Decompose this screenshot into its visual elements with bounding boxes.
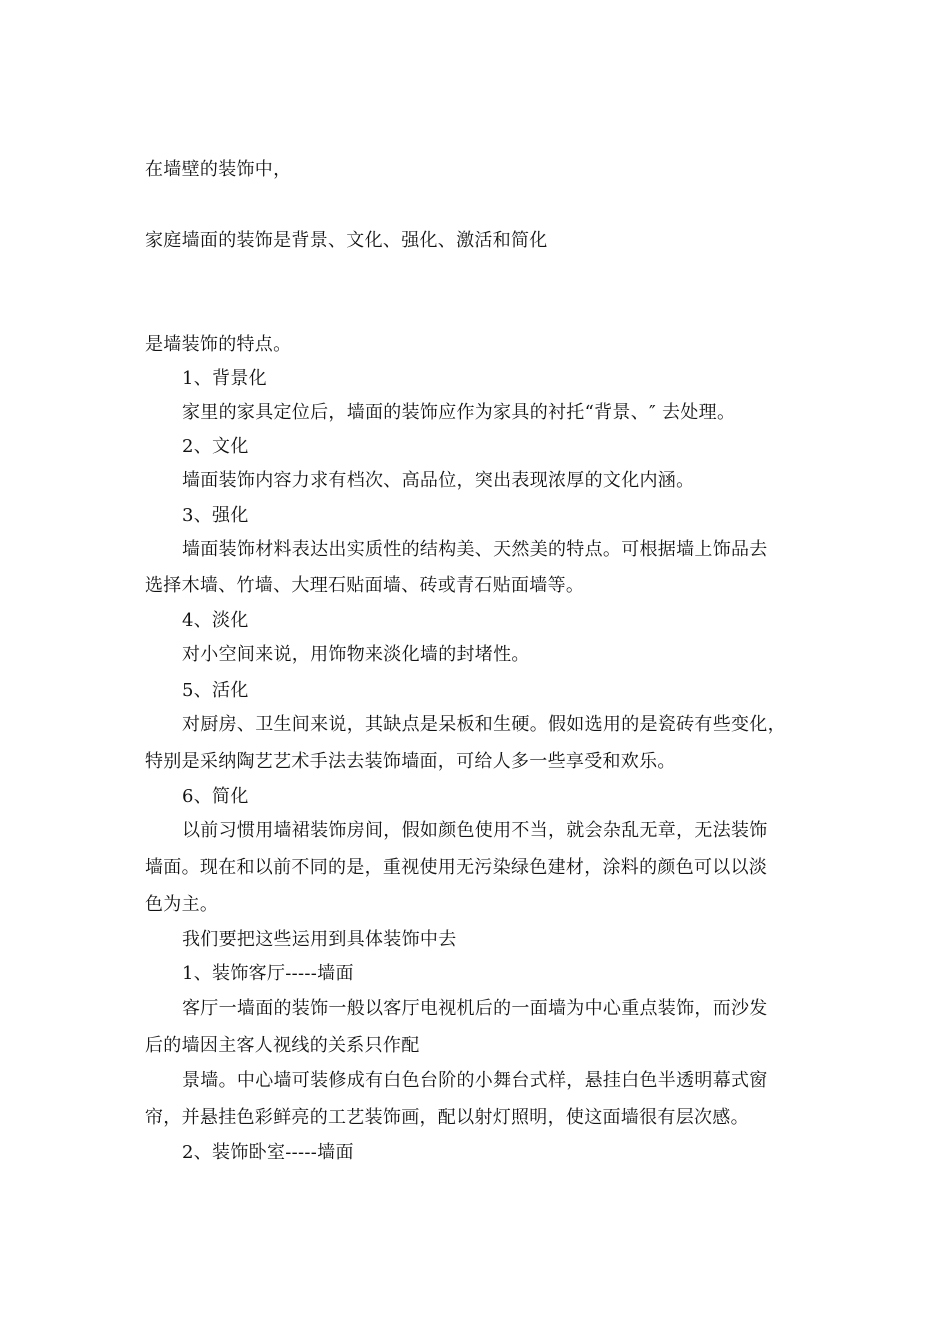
intro-line-1: 在墙壁的装饰中，	[145, 159, 292, 180]
living-room-heading: 1、装饰客厅-----墙面	[182, 963, 354, 984]
feature-6-text-1: 以前习惯用墙裙装饰房间，假如颜色使用不当，就会杂乱无章，无法装饰	[182, 820, 768, 841]
intro-line-2: 家庭墙面的装饰是背景、文化、强化、激活和简化	[145, 230, 548, 251]
feature-5-heading: 5、活化	[182, 680, 249, 701]
living-room-text-3: 景墙。中心墙可装修成有白色台阶的小舞台式样，悬挂白色半透明幕式窗	[182, 1070, 768, 1091]
feature-1-heading: 1、背景化	[182, 368, 267, 389]
feature-6-text-2: 墙面。现在和以前不同的是，重视使用无污染绿色建材，涂料的颜色可以以淡	[145, 857, 768, 878]
feature-3-text-2: 选择木墙、竹墙、大理石贴面墙、砖或青石贴面墙等。	[145, 575, 585, 596]
living-room-text-2: 后的墙因主客人视线的关系只作配	[145, 1035, 420, 1056]
feature-5-text-1: 对厨房、卫生间来说，其缺点是呆板和生硬。假如选用的是瓷砖有些变化，	[182, 714, 786, 735]
feature-6-text-3: 色为主。	[145, 894, 219, 915]
feature-1-text: 家里的家具定位后，墙面的装饰应作为家具的衬托“背景、″ 去处理。	[182, 402, 736, 423]
feature-4-text: 对小空间来说，用饰物来淡化墙的封堵性。	[182, 644, 530, 665]
feature-4-heading: 4、淡化	[182, 610, 249, 631]
intro-line-3: 是墙装饰的特点。	[145, 334, 292, 355]
apply-line: 我们要把这些运用到具体装饰中去	[182, 929, 457, 950]
feature-3-heading: 3、强化	[182, 505, 249, 526]
living-room-text-1: 客厅一墙面的装饰一般以客厅电视机后的一面墙为中心重点装饰，而沙发	[182, 998, 768, 1019]
feature-3-text-1: 墙面装饰材料表达出实质性的结构美、天然美的特点。可根据墙上饰品去	[182, 539, 768, 560]
feature-5-text-2: 特别是采纳陶艺艺术手法去装饰墙面，可给人多一些享受和欢乐。	[145, 751, 676, 772]
feature-2-text: 墙面装饰内容力求有档次、高品位，突出表现浓厚的文化内涵。	[182, 470, 695, 491]
feature-2-heading: 2、文化	[182, 436, 249, 457]
feature-6-heading: 6、简化	[182, 786, 249, 807]
bedroom-heading: 2、装饰卧室-----墙面	[182, 1142, 354, 1163]
living-room-text-4: 帘，并悬挂色彩鲜亮的工艺装饰画，配以射灯照明，使这面墙很有层次感。	[145, 1107, 749, 1128]
